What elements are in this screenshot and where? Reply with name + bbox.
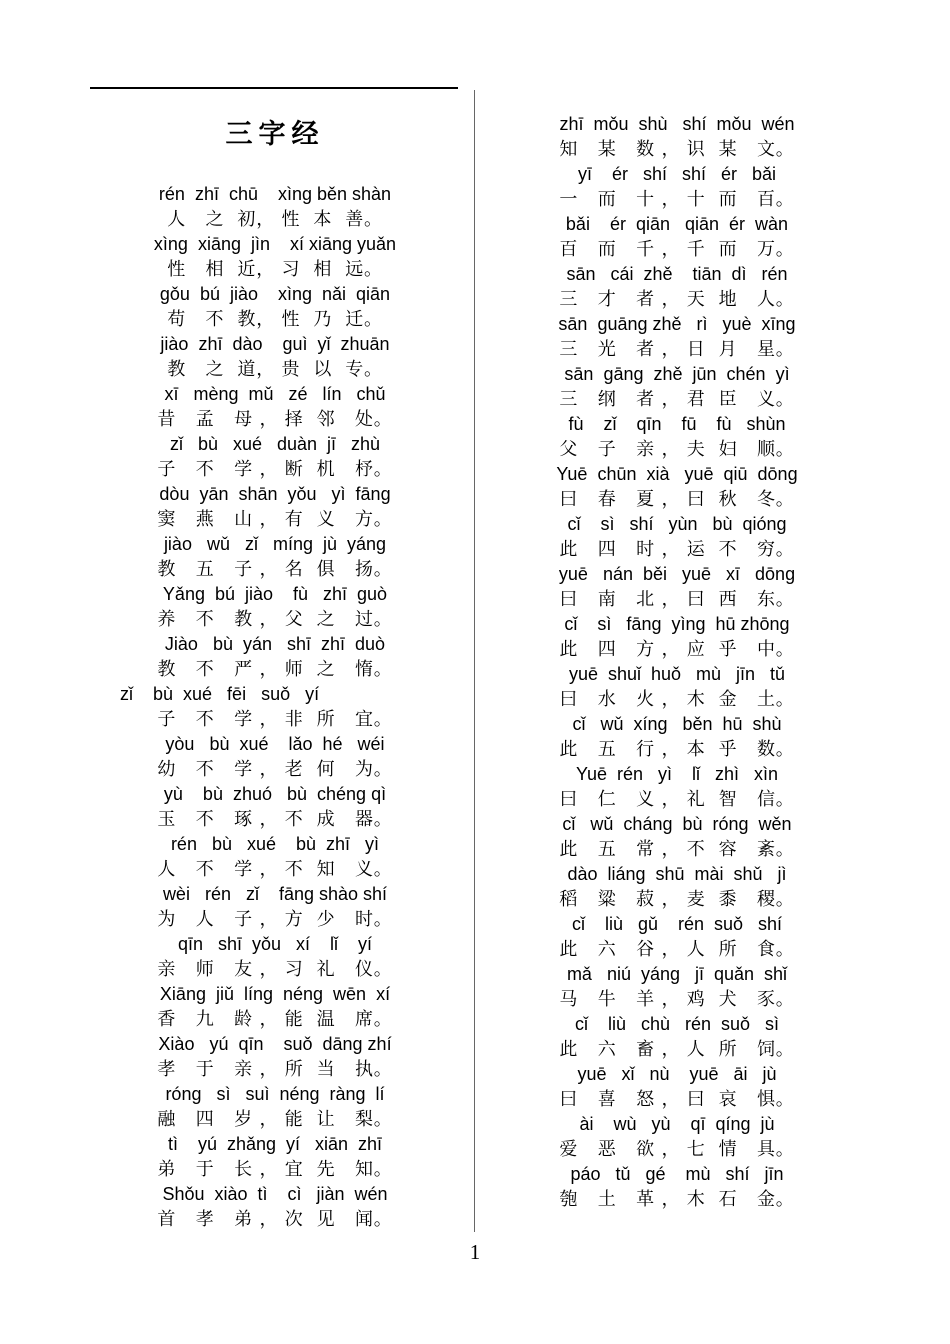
pinyin-line: dòu yān shān yǒu yì fāng [159,484,391,504]
hanzi-line: 一 而 十 ， 十 而 百。 [559,189,795,210]
hanzi-line: 人 之 初， 性 本 善。 [167,209,383,230]
pinyin-line: yuē nán běi yuē xī dōng [558,564,796,584]
pinyin-line: Shǒu xiào tì cì jiàn wén [162,1184,388,1204]
hanzi-line: 教 不 严 ， 师 之 惰。 [157,659,393,680]
hanzi-line: 玉 不 琢 ， 不 成 器。 [157,809,393,830]
hanzi-line: 幼 不 学 ， 老 何 为。 [157,759,393,780]
pinyin-line: yī ér shí shí ér bǎi [577,164,777,184]
pinyin-line: Yǎng bú jiào fù zhī guò [162,584,388,604]
pinyin-line: róng sì suì néng ràng lí [165,1084,385,1104]
hanzi-line: 稻 粱 菽 ， 麦 黍 稷。 [559,889,795,910]
page-title: 三字经 [225,119,325,150]
hanzi-line: 三 纲 者 ， 君 臣 义。 [559,389,795,410]
pinyin-line: dào liáng shū mài shǔ jì [567,864,787,884]
hanzi-line: 性 相 近， 习 相 远。 [167,259,383,280]
hanzi-line: 百 而 千 ， 千 而 万。 [559,239,795,260]
pinyin-line: sān guāng zhě rì yuè xīng [558,314,796,334]
hanzi-line: 首 孝 弟 ， 次 见 闻。 [157,1209,393,1230]
column-divider [474,90,475,1232]
pinyin-line: cǐ sì fāng yìng hū zhōng [564,614,790,634]
hanzi-line: 此 五 常 ， 不 容 紊。 [559,839,795,860]
pinyin-line: zhī mǒu shù shí mǒu wén [559,114,795,134]
hanzi-line: 三 才 者 ， 天 地 人。 [559,289,795,310]
pinyin-line: yuē xǐ nù yuē āi jù [577,1064,777,1084]
hanzi-line: 弟 于 长 ， 宜 先 知。 [157,1159,393,1180]
pinyin-line: Jiào bù yán shī zhī duò [164,634,386,654]
hanzi-line: 曰 春 夏 ， 曰 秋 冬。 [559,489,795,510]
hanzi-line: 父 子 亲 ， 夫 妇 顺。 [559,439,795,460]
hanzi-line: 曰 喜 怒 ， 曰 哀 惧。 [559,1089,795,1110]
hanzi-line: 香 九 龄 ， 能 温 席。 [157,1009,393,1030]
pinyin-line: xìng xiāng jìn xí xiāng yuǎn [153,234,397,254]
hanzi-line: 此 六 畜 ， 人 所 饲。 [559,1039,795,1060]
hanzi-line: 此 四 时 ， 运 不 穷。 [559,539,795,560]
pinyin-line: cǐ wǔ cháng bù róng wěn [562,814,792,834]
hanzi-line: 爱 恶 欲 ， 七 情 具。 [559,1139,795,1160]
pinyin-line: zǐ bù xué duàn jī zhù [169,434,381,454]
hanzi-line: 孝 于 亲 ， 所 当 执。 [157,1059,393,1080]
hanzi-line: 融 四 岁 ， 能 让 梨。 [157,1109,393,1130]
pinyin-line: gǒu bú jiào xìng nǎi qiān [159,284,391,304]
pinyin-line: cǐ liù gǔ rén suǒ shí [571,914,783,934]
pinyin-line: Yuē chūn xià yuē qiū dōng [556,464,798,484]
hanzi-line: 人 不 学 ， 不 知 义。 [157,859,393,880]
pinyin-line: fù zǐ qīn fū fù shùn [568,414,786,434]
pinyin-line: bǎi ér qiān qiān ér wàn [565,214,789,234]
hanzi-line: 马 牛 羊 ， 鸡 犬 豕。 [559,989,795,1010]
pinyin-line: jiào zhī dào guì yǐ zhuān [160,334,390,354]
hanzi-line: 教 之 道， 贵 以 专。 [167,359,383,380]
hanzi-line: 子 不 学 ， 断 机 杼。 [157,459,393,480]
pinyin-line: wèi rén zǐ fāng shào shí [162,884,388,904]
hanzi-line: 窦 燕 山 ， 有 义 方。 [157,509,393,530]
hanzi-line: 此 四 方 ， 应 乎 中。 [559,639,795,660]
pinyin-line: rén zhī chū xìng běn shàn [158,184,392,204]
hanzi-line: 此 六 谷 ， 人 所 食。 [559,939,795,960]
pinyin-line: cǐ liù chù rén suǒ sì [574,1014,780,1034]
hanzi-line: 子 不 学 ， 非 所 宜。 [157,709,393,730]
hanzi-line: 教 五 子 ， 名 俱 扬。 [157,559,393,580]
pinyin-line: yuē shuǐ huǒ mù jīn tǔ [568,664,786,684]
hanzi-line: 知 某 数 ， 识 某 文。 [559,139,795,160]
pinyin-line: sān cái zhě tiān dì rén [566,264,788,284]
hanzi-line: 为 人 子 ， 方 少 时。 [157,909,393,930]
pinyin-line: ài wù yù qī qíng jù [579,1114,775,1134]
pinyin-line: páo tǔ gé mù shí jīn [570,1164,784,1184]
pinyin-line: sān gāng zhě jūn chén yì [564,364,790,384]
pinyin-line: yòu bù xué lǎo hé wéi [165,734,385,754]
pinyin-line: yù bù zhuó bù chéng qì [163,784,387,804]
page-number: 1 [469,1240,481,1264]
hanzi-line: 曰 仁 义 ， 礼 智 信。 [559,789,795,810]
hanzi-line: 苟 不 教， 性 乃 迁。 [167,309,383,330]
pinyin-line: qīn shī yǒu xí lǐ yí [177,934,373,954]
pinyin-line: xī mèng mǔ zé lín chǔ [164,384,386,404]
pinyin-line: zǐ bù xué fēi suǒ yí [120,684,320,704]
pinyin-line: mǎ niú yáng jī quǎn shǐ [566,964,788,984]
hanzi-line: 曰 水 火 ， 木 金 土。 [559,689,795,710]
hanzi-line: 亲 师 友 ， 习 礼 仪。 [157,959,393,980]
pinyin-line: cǐ sì shí yùn bù qióng [567,514,787,534]
pinyin-line: Xiào yú qīn suǒ dāng zhí [158,1034,392,1054]
pinyin-line: jiào wǔ zǐ míng jù yáng [163,534,387,554]
pinyin-line: tì yú zhǎng yí xiān zhī [167,1134,383,1154]
hanzi-line: 此 五 行 ， 本 乎 数。 [559,739,795,760]
hanzi-line: 三 光 者 ， 日 月 星。 [559,339,795,360]
hanzi-line: 曰 南 北 ， 曰 西 东。 [559,589,795,610]
hanzi-line: 匏 土 革 ， 木 石 金。 [559,1189,795,1210]
pinyin-line: Yuē rén yì lǐ zhì xìn [575,764,779,784]
top-rule [90,87,458,89]
pinyin-line: Xiāng jiǔ líng néng wēn xí [159,984,391,1004]
pinyin-line: cǐ wǔ xíng běn hū shù [572,714,782,734]
pinyin-line: rén bù xué bù zhī yì [170,834,380,854]
hanzi-line: 昔 孟 母 ， 择 邻 处。 [157,409,393,430]
hanzi-line: 养 不 教 ， 父 之 过。 [157,609,393,630]
